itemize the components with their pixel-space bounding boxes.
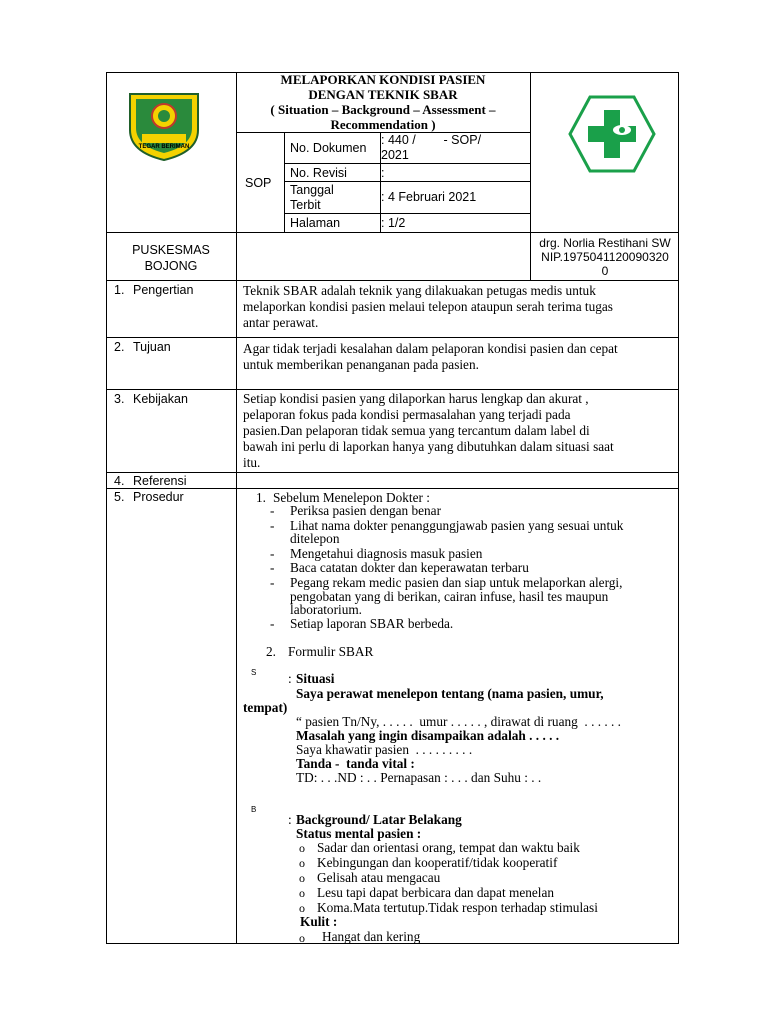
grid-line [106, 337, 679, 338]
dash-bullet: - [270, 616, 275, 631]
sbar-letter: B [251, 805, 257, 814]
circle-bullet: o [299, 886, 305, 900]
circle-bullet: o [299, 856, 305, 870]
list-item: Gelisah atau mengacau [317, 870, 441, 885]
org-line: BOJONG [144, 259, 198, 273]
section-num: 3. [114, 392, 125, 406]
list-item: laboratorium. [290, 602, 363, 617]
list-item: Koma.Mata tertutup.Tidak respon terhadap stimulasi [317, 900, 598, 915]
list-item: ditelepon [290, 531, 340, 546]
field-label: Tanggal [290, 183, 334, 197]
sbar-question: Kulit : [300, 914, 338, 929]
section-num: 1. [114, 283, 125, 297]
text-line: pasien.Dan pelaporan tidak semua yang tercantum dalam label di [243, 423, 590, 438]
list-item: Setiap laporan SBAR berbeda. [290, 616, 454, 631]
text-line: untuk memberikan penanganan pada pasien. [243, 357, 479, 372]
field-label: Terbit [290, 198, 321, 212]
field-value: : [381, 166, 385, 180]
grid-line [530, 72, 531, 232]
grid-line [284, 132, 285, 232]
org-line: PUSKESMAS [132, 243, 210, 257]
step-title: Sebelum Menelepon Dokter : [273, 490, 430, 505]
grid-line [106, 488, 679, 489]
document-title [236, 72, 530, 132]
grid-line [106, 232, 679, 233]
dash-bullet: - [270, 503, 275, 518]
circle-bullet: o [299, 841, 305, 855]
section-label: Prosedur [133, 490, 184, 504]
text-line: antar perawat. [243, 315, 319, 330]
sbar-question: Tanda - tanda vital : [296, 756, 415, 771]
text-line: itu. [243, 455, 261, 470]
title-line: Recommendation ) [330, 117, 436, 132]
text-line: Teknik SBAR adalah teknik yang dilakuakan petugas medis untuk [243, 283, 596, 298]
circle-bullet: o [299, 871, 305, 885]
dash-bullet: - [270, 546, 275, 561]
title-line: DENGAN TEKNIK SBAR [308, 87, 458, 102]
list-item: Periksa pasien dengan benar [290, 503, 442, 518]
grid-line [284, 213, 531, 214]
step-title: Formulir SBAR [288, 644, 374, 659]
sbar-question: Masalah yang ingin disampaikan adalah . . . . . [296, 728, 560, 743]
sbar-question: Status mental pasien : [296, 826, 422, 841]
field-value: 2021 [381, 148, 409, 162]
sbar-heading: Background/ Latar Belakang [296, 812, 462, 827]
logo-caption: TEGAR BERIMAN [138, 144, 190, 150]
field-value: : 1/2 [381, 216, 406, 230]
org-name [106, 242, 236, 274]
text-line: Agar tidak terjadi kesalahan dalam pelaporan kondisi pasien dan cepat [243, 341, 618, 356]
section-label: Tujuan [133, 340, 171, 354]
step-number: 1. [256, 490, 266, 505]
sbar-line: TD: . . .ND : . . Pernapasan : . . . dan Suhu : . . [296, 770, 542, 785]
text-line: Setiap kondisi pasien yang dilaporkan harus lengkap dan akurat , [243, 391, 589, 406]
tujuan-text [243, 341, 673, 373]
dash-bullet: - [270, 518, 275, 533]
kebijakan-text [243, 391, 673, 471]
list-item: Pegang rekam medic pasien dan siap untuk melaporkan alergi, [290, 575, 623, 590]
signer-line: 0 [601, 264, 609, 278]
circle-bullet: o [299, 931, 305, 945]
dash-bullet: - [270, 560, 275, 575]
circle-bullet: o [299, 901, 305, 915]
field-label: No. Dokumen [290, 141, 367, 155]
title-line: ( Situation – Background – Assessment – [270, 102, 496, 117]
field-label: No. Revisi [290, 166, 347, 180]
list-item: Kebingungan dan kooperatif/tidak kooperatif [317, 855, 558, 870]
signer-line: NIP.1975041120090320 [541, 250, 669, 264]
text-line: melaporkan kondisi pasien melaui telepon ataupun serah terima tugas [243, 299, 613, 314]
section-label: Pengertian [133, 283, 194, 297]
title-line: MELAPORKAN KONDISI PASIEN [280, 72, 486, 87]
puskesmas-logo [568, 94, 656, 174]
section-num: 2. [114, 340, 125, 354]
text-line: pelaporan fokus pada kondisi permasalahan yang terjadi pada [243, 407, 571, 422]
sbar-heading: Situasi [296, 671, 335, 686]
section-label: Kebijakan [133, 392, 188, 406]
list-item: pengobatan yang di berikan, cairan infuse, hasil tes maupun [290, 589, 609, 604]
dash-bullet: - [270, 575, 275, 590]
sbar-letter: S [251, 668, 257, 677]
section-num: 4. [114, 474, 125, 488]
grid-line [106, 280, 679, 281]
step-number: 2. [266, 644, 276, 659]
list-item: Lesu tapi dapat berbicara dan dapat menelan [317, 885, 555, 900]
sbar-line: “ pasien Tn/Ny, . . . . . umur . . . . . , dirawat di ruang . . . . . . [296, 714, 621, 729]
list-item: Hangat dan kering [322, 929, 421, 944]
colon: : [288, 812, 292, 827]
field-value: : 4 Februari 2021 [381, 190, 477, 204]
signer-line: drg. Norlia Restihani SW [539, 236, 671, 250]
grid-line [284, 163, 531, 164]
section-num: 5. [114, 490, 125, 504]
list-item: Sadar dan orientasi orang, tempat dan waktu baik [317, 840, 580, 855]
field-label: Halaman [290, 216, 341, 230]
list-item: Lihat nama dokter penanggungjawab pasien yang sesuai untuk [290, 518, 624, 533]
field-value: : 440 / - SOP/ [381, 133, 482, 147]
sbar-line: Saya khawatir pasien . . . . . . . . . [296, 742, 473, 757]
grid-line [106, 389, 679, 390]
section-label: Referensi [133, 474, 187, 488]
colon: : [288, 671, 292, 686]
signer [531, 236, 679, 278]
grid-line [106, 472, 679, 473]
list-item: Mengetahui diagnosis masuk pasien [290, 546, 483, 561]
grid-line [236, 232, 237, 944]
sbar-question: tempat) [243, 700, 288, 715]
sbar-question: Saya perawat menelepon tentang (nama pasien, umur, [296, 686, 604, 701]
regency-logo [128, 92, 200, 162]
sop-label: SOP [245, 176, 272, 190]
pengertian-text [243, 283, 673, 331]
text-line: bawah ini perlu di laporkan hanya yang dibutuhkan dalam situasi saat [243, 439, 614, 454]
list-item: Baca catatan dokter dan keperawatan terbaru [290, 560, 529, 575]
